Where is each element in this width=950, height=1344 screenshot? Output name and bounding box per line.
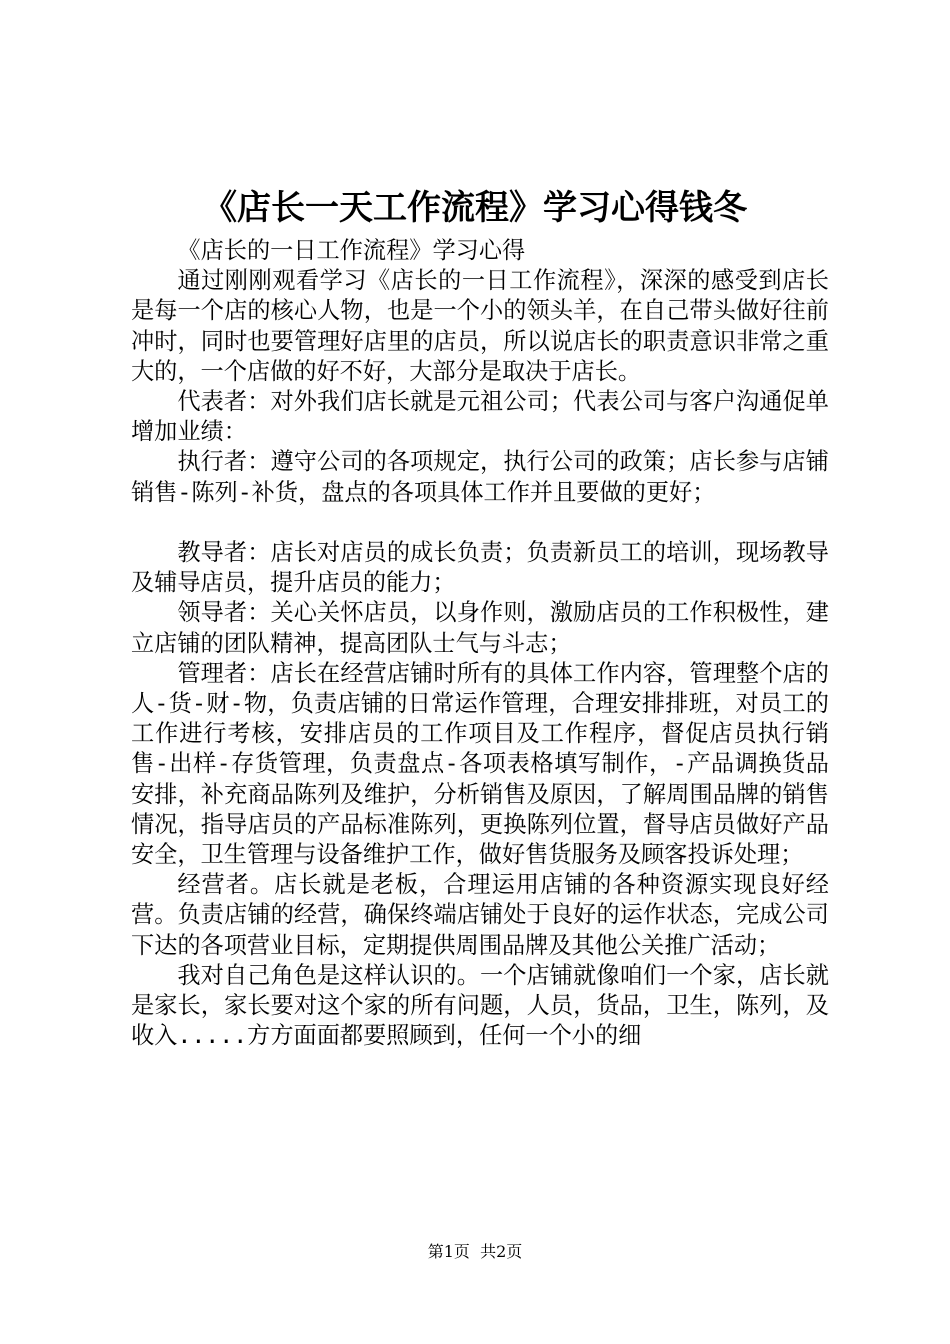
paragraph-operator: 经营者。店长就是老板，合理运用店铺的各种资源实现良好经营。负责店铺的经营，确保终端店铺处于良好的运作状态，完成公司下达的各项营业目标，定期提供周围品牌及其他公关推广活动； (131, 871, 829, 959)
paragraph-manager: 管理者：店长在经营店铺时所有的具体工作内容，管理整个店的人-货-财-物，负责店铺的日常运作管理，合理安排排班，对员工的工作进行考核，安排店员的工作项目及工作程序，督促店员执行销售-出样-存货管理，负责盘点-各项表格填写制作，-产品调换货品安排，补充商品陈列及维护，分析销售及原因，了解周围品牌的销售情况，指导店员的产品标准陈列，更换陈列位置，督导店员做好产品安全，卫生管理与设备维护工作，做好售货服务及顾客投诉处理； (131, 659, 829, 869)
paragraph-executor: 执行者：遵守公司的各项规定，执行公司的政策；店长参与店铺销售-陈列-补货，盘点的各项具体工作并且要做的更好； (131, 448, 829, 506)
paragraph-self-role: 我对自己角色是这样认识的。一个店铺就像咱们一个家，店长就是家长，家长要对这个家的所有问题，人员，货品，卫生，陈列，及收入.....方方面面都要照顾到，任何一个小的细 (131, 961, 829, 1050)
paragraph-subtitle: 《店长的一日工作流程》学习心得 (177, 237, 526, 264)
paragraph-instructor: 教导者：店长对店员的成长负责；负责新员工的培训，现场教导及辅导店员，提升店员的能力； (131, 539, 829, 597)
document-body (131, 236, 829, 1051)
paragraph-leader: 领导者：关心关怀店员，以身作则，激励店员的工作积极性，建立店铺的团队精神，提高团队士气与斗志； (131, 599, 829, 657)
page-footer: 第1页 共2页 (427, 1242, 523, 1261)
blank-line (131, 508, 829, 538)
paragraph-representative: 代表者：对外我们店长就是元祖公司；代表公司与客户沟通促单增加业绩： (131, 388, 829, 446)
document-title: 《店长一天工作流程》学习心得钱冬 (203, 188, 747, 228)
paragraph-intro: 通过刚刚观看学习《店长的一日工作流程》，深深的感受到店长是每一个店的核心人物，也是一个小的领头羊，在自己带头做好往前冲时，同时也要管理好店里的店员，所以说店长的职责意识非常之重大的，一个店做的好不好，大部分是取决于店长。 (131, 267, 829, 385)
